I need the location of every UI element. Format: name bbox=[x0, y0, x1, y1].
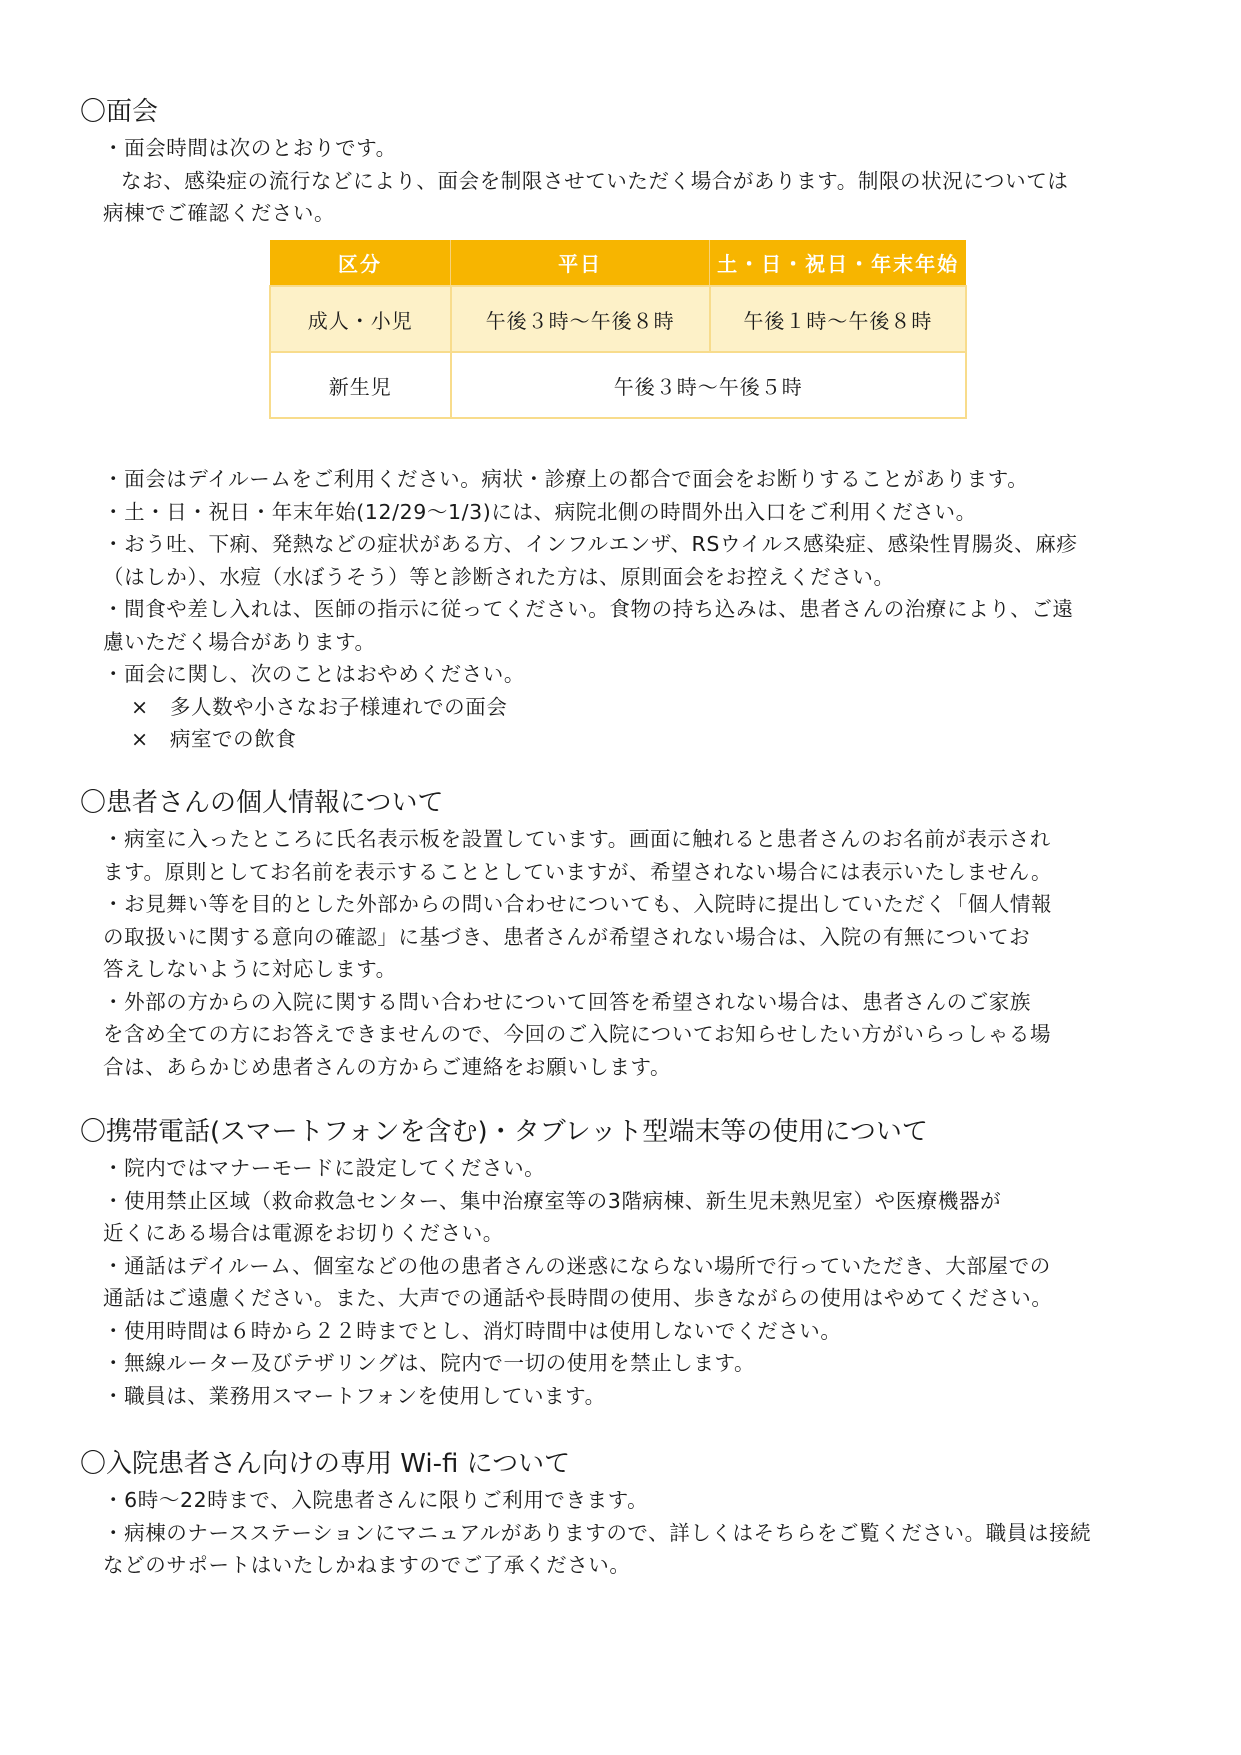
wifi-line: ・病棟のナースステーションにマニュアルがありますので、詳しくはそちらをご覧ください。職員は接続 bbox=[103, 1520, 1092, 1545]
privacy-line: 合は、あらかじめ患者さんの方からご連絡をお願いします。 bbox=[103, 1054, 672, 1079]
note-line: 慮いただく場合があります。 bbox=[103, 629, 376, 654]
privacy-line: 答えしないように対応します。 bbox=[103, 957, 397, 981]
phone-line: ・使用禁止区域（救命救急センター、集中治療室等の3階病棟、新生児未熟児室）や医療機器が bbox=[103, 1188, 1002, 1213]
row-weekday-hours: 午後３時～午後８時 bbox=[451, 286, 710, 352]
note-line: （はしか）、水痘（水ぼうそう）等と診断された方は、原則面会をお控えください。 bbox=[103, 564, 895, 589]
note-line: ・間食や差し入れは、医師の指示に従ってください。食物の持ち込みは、患者さんの治療により、ご遠 bbox=[103, 597, 1074, 621]
wifi-line: などのサポートはいたしかねますのでご了承ください。 bbox=[103, 1553, 631, 1577]
phone-line: ・通話はデイルーム、個室などの他の患者さんの迷惑にならない場所で行っていただき、大部屋での bbox=[103, 1253, 1051, 1278]
phone-line: ・院内ではマナーモードに設定してください。 bbox=[103, 1156, 546, 1180]
privacy-line: の取扱いに関する意向の確認」に基づき、患者さんが希望されない場合は、入院の有無についてお bbox=[103, 924, 1031, 949]
visiting-heading: 〇面会 bbox=[80, 97, 159, 127]
prohibited-item: × 病室での飲食 bbox=[131, 727, 297, 751]
prohibited-item: × 多人数や小さなお子様連れでの面会 bbox=[131, 694, 508, 719]
visiting-intro-line: 病棟でご確認ください。 bbox=[103, 201, 336, 225]
header-weekday: 平日 bbox=[451, 240, 710, 286]
row-all-hours: 午後３時～午後５時 bbox=[451, 352, 966, 418]
phone-line: ・職員は、業務用スマートフォンを使用しています。 bbox=[103, 1383, 606, 1408]
phone-line: ・使用時間は６時から２２時までとし、消灯時間中は使用しないでください。 bbox=[103, 1318, 842, 1343]
header-holiday: 土・日・祝日・年末年始 bbox=[710, 240, 966, 286]
phone-heading: 〇携帯電話(スマートフォンを含む)・タブレット型端末等の使用について bbox=[80, 1117, 928, 1147]
privacy-line: を含め全ての方にお答えできませんので、今回のご入院についてお知らせしたい方がいらっしゃる場 bbox=[103, 1022, 1052, 1046]
privacy-heading: 〇患者さんの個人情報について bbox=[80, 788, 444, 818]
note-line: ・面会に関し、次のことはおやめください。 bbox=[103, 662, 525, 686]
note-line: ・土・日・祝日・年末年始(12/29～1/3)には、病院北側の時間外出入口をご利用ください。 bbox=[103, 499, 977, 524]
privacy-line: ・外部の方からの入院に関する問い合わせについて回答を希望されない場合は、患者さんのご家族 bbox=[103, 989, 1031, 1014]
row-category: 新生児 bbox=[270, 352, 451, 418]
table-header-row bbox=[270, 240, 966, 286]
wifi-line: ・6時～22時まで、入院患者さんに限りご利用できます。 bbox=[103, 1488, 649, 1512]
phone-line: ・無線ルーター及びテザリングは、院内で一切の使用を禁止します。 bbox=[103, 1351, 756, 1375]
visiting-hours-table bbox=[269, 240, 967, 419]
visiting-notes bbox=[103, 463, 1165, 756]
phone-body bbox=[103, 1152, 1165, 1412]
privacy-line: ・お見舞い等を目的とした外部からの問い合わせについても、入院時に提出していただく「個人情報 bbox=[103, 892, 1053, 916]
wifi-body bbox=[103, 1484, 1165, 1582]
phone-line: 近くにある場合は電源をお切りください。 bbox=[103, 1221, 504, 1245]
visiting-intro-line: ・面会時間は次のとおりです。 bbox=[103, 136, 397, 160]
wifi-heading: 〇入院患者さん向けの専用 Wi-fi について bbox=[80, 1449, 571, 1479]
note-line: ・面会はデイルームをご利用ください。病状・診療上の都合で面会をお断りすることがあります。 bbox=[103, 467, 1029, 491]
visiting-intro-line: なお、感染症の流行などにより、面会を制限させていただく場合があります。制限の状況については bbox=[121, 168, 1069, 193]
privacy-line: ・病室に入ったところに氏名表示板を設置しています。画面に触れると患者さんのお名前が表示され bbox=[103, 827, 1051, 851]
note-line: ・おう吐、下痢、発熱などの症状がある方、インフルエンザ、RSウイルス感染症、感染性胃腸炎、麻疹 bbox=[103, 532, 1078, 556]
table-row bbox=[270, 352, 966, 418]
row-category: 成人・小児 bbox=[270, 286, 451, 352]
privacy-body bbox=[103, 823, 1165, 1083]
visiting-intro bbox=[103, 132, 1165, 230]
header-category: 区分 bbox=[270, 240, 451, 286]
phone-line: 通話はご遠慮ください。また、大声での通話や長時間の使用、歩きながらの使用はやめてください。 bbox=[103, 1286, 1053, 1310]
privacy-line: ます。原則としてお名前を表示することとしていますが、希望されない場合には表示いたしません。 bbox=[103, 859, 1053, 884]
row-holiday-hours: 午後１時～午後８時 bbox=[710, 286, 966, 352]
table-row bbox=[270, 286, 966, 352]
